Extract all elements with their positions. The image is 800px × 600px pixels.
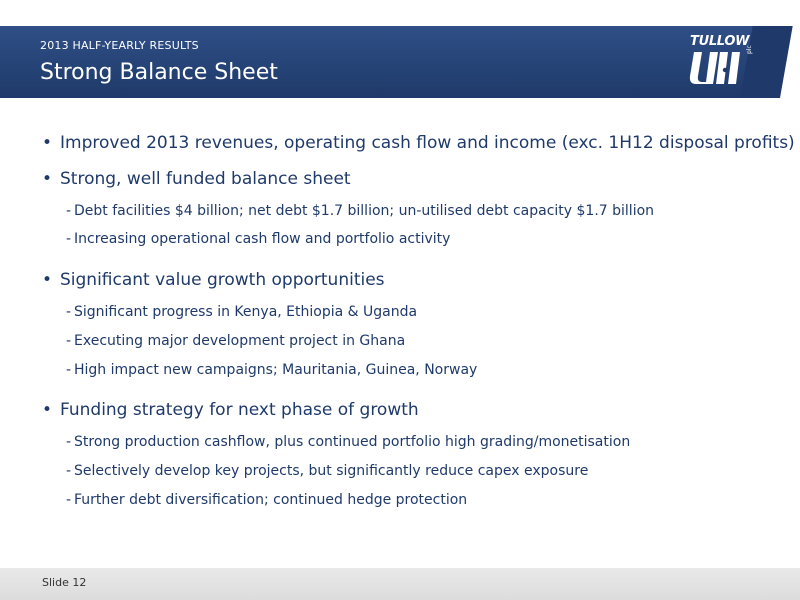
- slide-number: Slide 12: [42, 576, 87, 589]
- bullet-text: Significant value growth opportunities: [60, 270, 385, 290]
- bullet-text: Strong, well funded balance sheet: [60, 169, 351, 189]
- sub-bullet-item: [40, 433, 780, 451]
- dash-icon: -: [66, 333, 72, 349]
- logo-mark-icon: [688, 50, 748, 88]
- dash-icon: -: [66, 304, 72, 320]
- logo-plc: plc: [746, 45, 753, 54]
- dash-icon: -: [66, 362, 72, 378]
- logo-wordmark: TULLOW: [690, 34, 750, 49]
- bullet-list: [40, 132, 795, 509]
- dash-icon: -: [66, 231, 72, 247]
- sub-bullet-item: [40, 303, 780, 321]
- sub-bullet-item: [40, 361, 780, 379]
- dash-icon: -: [66, 492, 72, 508]
- dash-icon: -: [66, 203, 72, 219]
- footer-bar: [0, 568, 800, 600]
- sub-bullet-text: Debt facilities $4 billion; net debt $1.7 billion; un-utilised debt capacity $1.7 billion: [74, 203, 655, 219]
- sub-bullet-text: Executing major development project in Ghana: [74, 333, 406, 349]
- sub-bullet-text: Increasing operational cash flow and portfolio activity: [74, 231, 451, 247]
- sub-bullet-item: [40, 202, 780, 220]
- sub-bullet-text: Significant progress in Kenya, Ethiopia & Uganda: [74, 304, 418, 320]
- sub-bullet-item: [40, 462, 780, 480]
- bullet-dot-icon: •: [42, 133, 53, 153]
- tullow-logo-icon: [688, 34, 756, 92]
- bullet-item: [40, 399, 780, 421]
- bullet-dot-icon: •: [42, 270, 53, 290]
- bullet-item: [40, 132, 795, 154]
- sub-bullet-item: [40, 491, 780, 509]
- sub-bullet-text: High impact new campaigns; Mauritania, Guinea, Norway: [74, 362, 478, 378]
- sub-bullet-item: [40, 332, 780, 350]
- bullet-text: Funding strategy for next phase of growth: [60, 400, 419, 420]
- bullet-text: Improved 2013 revenues, operating cash flow and income (exc. 1H12 disposal profits): [60, 133, 795, 153]
- header-subtitle: 2013 HALF-YEARLY RESULTS: [40, 39, 199, 52]
- bullet-dot-icon: •: [42, 400, 53, 420]
- sub-bullet-text: Selectively develop key projects, but significantly reduce capex exposure: [74, 463, 589, 479]
- sub-bullet-text: Strong production cashflow, plus continued portfolio high grading/monetisation: [74, 434, 631, 450]
- dash-icon: -: [66, 434, 72, 450]
- slide-title: Strong Balance Sheet: [40, 60, 278, 85]
- bullet-item: [40, 168, 780, 190]
- bullet-dot-icon: •: [42, 169, 53, 189]
- dash-icon: -: [66, 463, 72, 479]
- sub-bullet-text: Further debt diversification; continued hedge protection: [74, 492, 468, 508]
- sub-bullet-item: [40, 230, 780, 248]
- bullet-item: [40, 269, 780, 291]
